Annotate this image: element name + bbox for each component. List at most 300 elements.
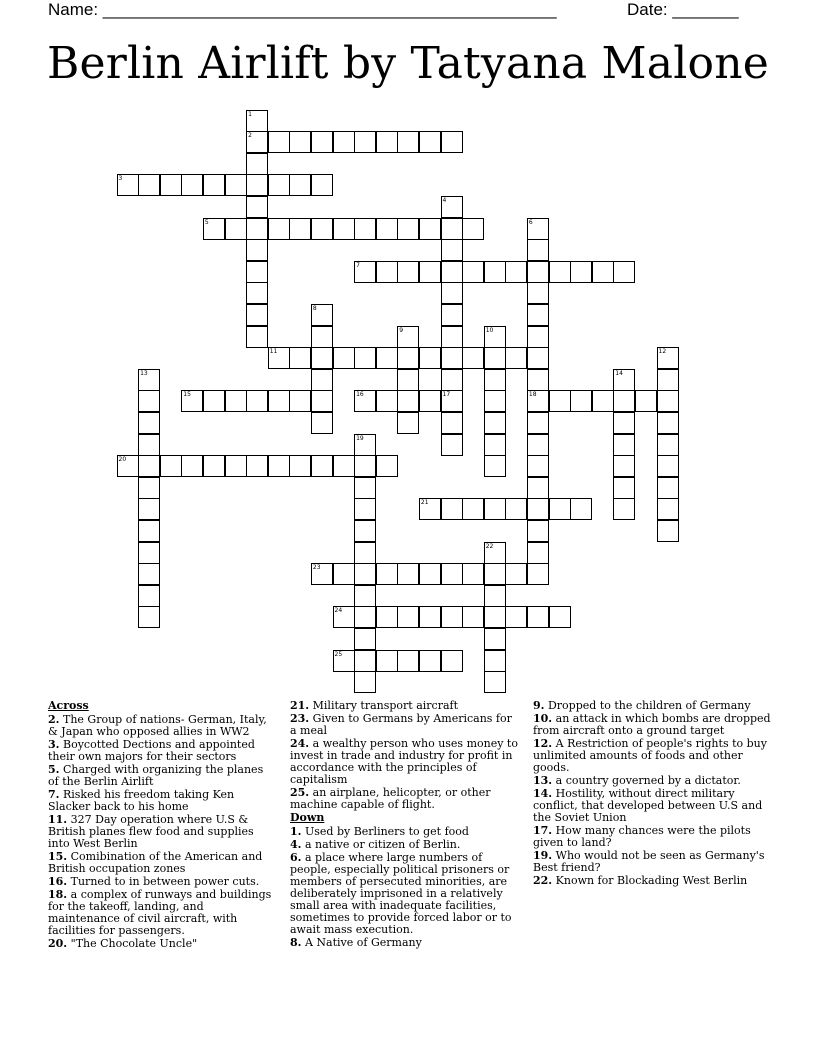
clue-item	[48, 739, 276, 763]
clue-item	[533, 788, 771, 824]
clue-item	[290, 826, 520, 838]
grid-cell[interactable]	[311, 412, 333, 434]
grid-cell[interactable]	[657, 498, 679, 520]
clue-item	[48, 814, 276, 850]
grid-cell[interactable]	[311, 304, 333, 326]
clue-item-text: Risked his freedom taking Ken Slacker back to his home	[48, 788, 235, 813]
clue-item-text: Turned to in between power cuts.	[70, 875, 260, 888]
grid-cell[interactable]	[354, 563, 376, 585]
grid-cell[interactable]	[462, 498, 484, 520]
clue-item-number: 20.	[48, 937, 68, 950]
grid-cell[interactable]	[397, 412, 419, 434]
grid-cell[interactable]	[657, 412, 679, 434]
clue-number: 8	[312, 304, 317, 312]
grid-cell[interactable]	[419, 261, 441, 283]
grid-cell[interactable]	[419, 606, 441, 628]
grid-cell[interactable]	[268, 390, 290, 412]
grid-cell[interactable]	[462, 261, 484, 283]
grid-cell[interactable]	[311, 563, 333, 585]
grid-cell[interactable]	[613, 390, 635, 412]
grid-cell[interactable]	[397, 131, 419, 153]
grid-cell[interactable]	[462, 347, 484, 369]
clue-number: 18	[528, 391, 537, 399]
clue-item	[48, 764, 276, 788]
grid-cell[interactable]	[527, 347, 549, 369]
clue-item-number: 24.	[290, 737, 310, 750]
grid-cell[interactable]	[441, 390, 463, 412]
grid-cell[interactable]	[505, 606, 527, 628]
grid-cell[interactable]	[268, 347, 290, 369]
grid-cell[interactable]	[549, 261, 571, 283]
grid-cell[interactable]	[657, 390, 679, 412]
grid-cell[interactable]	[333, 347, 355, 369]
grid-cell[interactable]	[484, 498, 506, 520]
grid-cell[interactable]	[441, 412, 463, 434]
clue-item-text: Military transport aircraft	[312, 699, 459, 712]
clue-number: 5	[204, 218, 209, 226]
grid-cell[interactable]	[354, 498, 376, 520]
clue-number: 25	[334, 650, 343, 658]
grid-cell[interactable]	[354, 671, 376, 693]
grid-cell[interactable]	[484, 261, 506, 283]
grid-cell[interactable]	[181, 174, 203, 196]
grid-cell[interactable]	[333, 650, 355, 672]
grid-cell[interactable]	[246, 110, 268, 132]
grid-cell[interactable]	[527, 218, 549, 240]
grid-cell[interactable]	[138, 412, 160, 434]
grid-cell[interactable]	[354, 390, 376, 412]
clue-item-number: 17.	[533, 824, 553, 837]
clue-item-text: The Group of nations- German, Italy, & Japan who opposed allies in WW2	[48, 713, 267, 738]
grid-cell[interactable]	[354, 455, 376, 477]
clue-item	[48, 889, 276, 937]
grid-cell[interactable]	[419, 131, 441, 153]
grid-cell[interactable]	[549, 606, 571, 628]
grid-cell[interactable]	[354, 628, 376, 650]
grid-cell[interactable]	[484, 650, 506, 672]
grid-cell[interactable]	[311, 390, 333, 412]
clues-column-1	[48, 700, 276, 951]
clue-number: 11	[269, 348, 278, 356]
grid-cell[interactable]	[138, 563, 160, 585]
grid-cell[interactable]	[462, 218, 484, 240]
grid-cell[interactable]	[333, 606, 355, 628]
grid-cell[interactable]	[657, 455, 679, 477]
clue-item	[290, 738, 520, 786]
clue-number: 2	[248, 132, 252, 140]
grid-cell[interactable]	[354, 347, 376, 369]
clue-number: 7	[356, 261, 360, 269]
clue-number: 4	[442, 196, 447, 204]
grid-cell[interactable]	[311, 455, 333, 477]
grid-cell[interactable]	[246, 196, 268, 218]
clue-item-text: a complex of runways and buildings for the takeoff, landing, and maintenance of civil aircraft, with facilities for passengers.	[48, 888, 272, 937]
grid-cell[interactable]	[354, 131, 376, 153]
clue-item-text: Comibination of the American and British occupation zones	[48, 850, 263, 875]
grid-cell[interactable]	[333, 455, 355, 477]
grid-cell[interactable]	[657, 520, 679, 542]
clue-number: 17	[442, 391, 451, 399]
clue-item-text: A Restriction of people's rights to buy unlimited amounts of foods and other goods.	[533, 737, 767, 774]
grid-cell[interactable]	[484, 671, 506, 693]
grid-cell[interactable]	[138, 369, 160, 391]
grid-cell[interactable]	[376, 347, 398, 369]
grid-cell[interactable]	[462, 563, 484, 585]
grid-cell[interactable]	[289, 218, 311, 240]
clue-item-text: Charged with organizing the planes of the Berlin Airlift	[48, 763, 264, 788]
grid-cell[interactable]	[354, 520, 376, 542]
grid-cell[interactable]	[376, 455, 398, 477]
grid-cell[interactable]	[527, 498, 549, 520]
grid-cell[interactable]	[527, 520, 549, 542]
clue-number: 13	[140, 369, 148, 377]
clue-number: 21	[420, 499, 429, 507]
grid-cell[interactable]	[484, 347, 506, 369]
grid-cell[interactable]	[613, 434, 635, 456]
grid-cell[interactable]	[354, 434, 376, 456]
grid-cell[interactable]	[203, 390, 225, 412]
grid-cell[interactable]	[505, 347, 527, 369]
grid-cell[interactable]	[138, 477, 160, 499]
grid-cell[interactable]	[397, 650, 419, 672]
grid-cell[interactable]	[138, 434, 160, 456]
grid-cell[interactable]	[246, 282, 268, 304]
clue-number: 6	[528, 218, 533, 226]
clue-item-text: a wealthy person who uses money to invest in trade and industry for profit in accordance with the principles of capitalism	[290, 737, 518, 786]
grid-cell[interactable]	[138, 498, 160, 520]
grid-cell[interactable]	[246, 455, 268, 477]
clue-item-text: Given to Germans by Americans for a meal	[290, 712, 512, 737]
grid-cell[interactable]	[657, 434, 679, 456]
grid-cell[interactable]	[527, 542, 549, 564]
grid-cell[interactable]	[376, 131, 398, 153]
grid-cell[interactable]	[570, 390, 592, 412]
grid-cell[interactable]	[311, 326, 333, 348]
grid-cell[interactable]	[527, 477, 549, 499]
grid-cell[interactable]	[419, 218, 441, 240]
grid-cell[interactable]	[117, 455, 139, 477]
clue-item-text: an attack in which bombs are dropped from aircraft onto a ground target	[533, 712, 771, 737]
grid-cell[interactable]	[376, 563, 398, 585]
grid-cell[interactable]	[527, 239, 549, 261]
grid-cell[interactable]	[549, 498, 571, 520]
grid-cell[interactable]	[311, 369, 333, 391]
grid-cell[interactable]	[441, 369, 463, 391]
grid-cell[interactable]	[527, 606, 549, 628]
grid-cell[interactable]	[203, 455, 225, 477]
grid-cell[interactable]	[527, 390, 549, 412]
grid-cell[interactable]	[246, 174, 268, 196]
clue-item	[290, 852, 520, 936]
grid-cell[interactable]	[311, 347, 333, 369]
clue-item-text: 327 Day operation where U.S & British planes flew food and supplies into West Berlin	[48, 813, 254, 850]
grid-cell[interactable]	[505, 498, 527, 520]
clue-item-text: Boycotted Dections and appointed their own majors for their sectors	[48, 738, 255, 763]
grid-cell[interactable]	[289, 390, 311, 412]
clue-item-text: Known for Blockading West Berlin	[555, 874, 748, 887]
grid-cell[interactable]	[354, 585, 376, 607]
grid-cell[interactable]	[484, 455, 506, 477]
clue-item	[48, 714, 276, 738]
grid-cell[interactable]	[441, 304, 463, 326]
grid-cell[interactable]	[397, 606, 419, 628]
grid-cell[interactable]	[462, 606, 484, 628]
grid-cell[interactable]	[354, 542, 376, 564]
grid-cell[interactable]	[527, 434, 549, 456]
clue-item	[48, 789, 276, 813]
grid-cell[interactable]	[268, 131, 290, 153]
grid-cell[interactable]	[592, 390, 614, 412]
clue-number: 19	[356, 434, 364, 442]
clue-item-number: 22.	[533, 874, 553, 887]
clue-item	[290, 713, 520, 737]
clue-number: 15	[183, 391, 191, 399]
grid-cell[interactable]	[527, 304, 549, 326]
clue-item-text: an airplane, helicopter, or other machine capable of flight.	[290, 786, 491, 811]
clue-item	[533, 825, 771, 849]
grid-cell[interactable]	[138, 520, 160, 542]
clue-item-text: Hostility, without direct military conflict, that developed between U.S and the Soviet Union	[533, 787, 763, 824]
grid-cell[interactable]	[527, 455, 549, 477]
grid-cell[interactable]	[268, 174, 290, 196]
grid-cell[interactable]	[246, 218, 268, 240]
grid-cell[interactable]	[268, 218, 290, 240]
grid-cell[interactable]	[484, 542, 506, 564]
clue-number: 3	[118, 175, 123, 183]
clue-item-number: 8.	[290, 936, 302, 949]
grid-cell[interactable]	[311, 131, 333, 153]
grid-cell[interactable]	[484, 369, 506, 391]
grid-cell[interactable]	[160, 174, 182, 196]
grid-cell[interactable]	[419, 650, 441, 672]
grid-cell[interactable]	[441, 218, 463, 240]
grid-cell[interactable]	[181, 455, 203, 477]
grid-cell[interactable]	[138, 606, 160, 628]
grid-cell[interactable]	[225, 174, 247, 196]
clue-number: 24	[334, 607, 343, 615]
clue-item-number: 12.	[533, 737, 553, 750]
grid-cell[interactable]	[657, 477, 679, 499]
grid-cell[interactable]	[160, 455, 182, 477]
name-field[interactable]: Name: ________________________________________________	[48, 0, 557, 19]
clue-item-text: Dropped to the children of Germany	[547, 699, 751, 712]
grid-cell[interactable]	[635, 390, 657, 412]
grid-cell[interactable]	[441, 606, 463, 628]
grid-cell[interactable]	[397, 326, 419, 348]
grid-cell[interactable]	[203, 174, 225, 196]
date-field[interactable]: Date: _______	[627, 0, 739, 19]
grid-cell[interactable]	[397, 347, 419, 369]
grid-cell[interactable]	[333, 131, 355, 153]
grid-cell[interactable]	[225, 390, 247, 412]
grid-cell[interactable]	[484, 434, 506, 456]
grid-cell[interactable]	[505, 261, 527, 283]
grid-cell[interactable]	[333, 218, 355, 240]
grid-cell[interactable]	[225, 455, 247, 477]
grid-cell[interactable]	[527, 282, 549, 304]
clue-item	[48, 938, 276, 950]
grid-cell[interactable]	[419, 347, 441, 369]
grid-cell[interactable]	[527, 412, 549, 434]
clue-item	[533, 775, 771, 787]
clue-item-number: 19.	[533, 849, 553, 862]
grid-cell[interactable]	[419, 390, 441, 412]
clues-column-3	[533, 700, 771, 888]
grid-cell[interactable]	[484, 628, 506, 650]
clue-item-number: 4.	[290, 838, 302, 851]
grid-cell[interactable]	[268, 455, 290, 477]
grid-cell[interactable]	[246, 153, 268, 175]
clue-section-heading: Down	[290, 811, 325, 824]
grid-cell[interactable]	[441, 347, 463, 369]
clue-item	[533, 713, 771, 737]
grid-cell[interactable]	[311, 218, 333, 240]
clue-item-number: 7.	[48, 788, 60, 801]
grid-cell[interactable]	[138, 585, 160, 607]
grid-cell[interactable]	[441, 239, 463, 261]
grid-cell[interactable]	[613, 412, 635, 434]
clue-number: 12	[658, 348, 667, 356]
grid-cell[interactable]	[441, 261, 463, 283]
clue-item-number: 1.	[290, 825, 302, 838]
grid-cell[interactable]	[484, 390, 506, 412]
grid-cell[interactable]	[441, 650, 463, 672]
clue-item	[533, 700, 771, 712]
grid-cell[interactable]	[354, 261, 376, 283]
grid-cell[interactable]	[613, 261, 635, 283]
clue-number: 22	[485, 542, 494, 550]
clue-number: 14	[615, 369, 623, 377]
grid-cell[interactable]	[570, 498, 592, 520]
grid-cell[interactable]	[657, 369, 679, 391]
grid-cell[interactable]	[527, 369, 549, 391]
clues-column-2	[290, 700, 520, 950]
grid-cell[interactable]	[441, 282, 463, 304]
grid-cell[interactable]	[613, 455, 635, 477]
grid-cell[interactable]	[225, 218, 247, 240]
grid-cell[interactable]	[613, 498, 635, 520]
clue-item-text: Used by Berliners to get food	[304, 825, 469, 838]
grid-cell[interactable]	[354, 477, 376, 499]
clue-item-number: 3.	[48, 738, 60, 751]
grid-cell[interactable]	[397, 369, 419, 391]
grid-cell[interactable]	[527, 326, 549, 348]
grid-cell[interactable]	[484, 326, 506, 348]
grid-cell[interactable]	[397, 218, 419, 240]
clue-item	[533, 850, 771, 874]
grid-cell[interactable]	[484, 412, 506, 434]
clue-item-number: 18.	[48, 888, 68, 901]
grid-cell[interactable]	[484, 563, 506, 585]
grid-cell[interactable]	[441, 498, 463, 520]
grid-cell[interactable]	[376, 261, 398, 283]
grid-cell[interactable]	[484, 585, 506, 607]
grid-cell[interactable]	[311, 174, 333, 196]
clue-item	[533, 738, 771, 774]
grid-cell[interactable]	[354, 650, 376, 672]
clue-item	[290, 839, 520, 851]
grid-cell[interactable]	[289, 131, 311, 153]
clue-item-number: 16.	[48, 875, 68, 888]
grid-cell[interactable]	[592, 261, 614, 283]
clue-item-number: 14.	[533, 787, 553, 800]
grid-cell[interactable]	[138, 390, 160, 412]
grid-cell[interactable]	[203, 218, 225, 240]
grid-cell[interactable]	[354, 606, 376, 628]
clue-item-number: 23.	[290, 712, 310, 725]
grid-cell[interactable]	[117, 174, 139, 196]
grid-cell[interactable]	[246, 390, 268, 412]
grid-cell[interactable]	[419, 498, 441, 520]
grid-cell[interactable]	[419, 563, 441, 585]
grid-cell[interactable]	[441, 326, 463, 348]
grid-cell[interactable]	[527, 261, 549, 283]
grid-cell[interactable]	[527, 563, 549, 585]
grid-cell[interactable]	[354, 218, 376, 240]
grid-cell[interactable]	[570, 261, 592, 283]
grid-cell[interactable]	[246, 261, 268, 283]
clue-item-number: 25.	[290, 786, 310, 799]
grid-cell[interactable]	[246, 326, 268, 348]
grid-cell[interactable]	[441, 563, 463, 585]
grid-cell[interactable]	[289, 174, 311, 196]
grid-cell[interactable]	[657, 347, 679, 369]
grid-cell[interactable]	[549, 390, 571, 412]
clue-number: 1	[248, 110, 252, 118]
clue-item-text: A Native of Germany	[304, 936, 422, 949]
clue-item-text: a native or citizen of Berlin.	[304, 838, 461, 851]
grid-cell[interactable]	[397, 261, 419, 283]
grid-cell[interactable]	[376, 218, 398, 240]
grid-cell[interactable]	[246, 304, 268, 326]
grid-cell[interactable]	[246, 239, 268, 261]
grid-cell[interactable]	[484, 606, 506, 628]
grid-cell[interactable]	[289, 347, 311, 369]
clue-item-number: 21.	[290, 699, 310, 712]
clue-number: 16	[356, 391, 364, 399]
clue-item	[290, 937, 520, 949]
grid-cell[interactable]	[613, 369, 635, 391]
grid-cell[interactable]	[376, 606, 398, 628]
clue-item-number: 10.	[533, 712, 553, 725]
grid-cell[interactable]	[138, 542, 160, 564]
clue-item-number: 15.	[48, 850, 68, 863]
clue-item-text: How many chances were the pilots given to land?	[533, 824, 751, 849]
grid-cell[interactable]	[138, 174, 160, 196]
grid-cell[interactable]	[376, 390, 398, 412]
clue-item	[290, 787, 520, 811]
grid-cell[interactable]	[181, 390, 203, 412]
clue-item	[533, 875, 771, 887]
grid-cell[interactable]	[333, 563, 355, 585]
grid-cell[interactable]	[441, 131, 463, 153]
puzzle-title: Berlin Airlift by Tatyana Malone	[47, 38, 769, 89]
grid-cell[interactable]	[505, 563, 527, 585]
grid-cell[interactable]	[138, 455, 160, 477]
clue-item-number: 5.	[48, 763, 60, 776]
clue-item-text: "The Chocolate Uncle"	[70, 937, 198, 950]
clue-item-text: Who would not be seen as Germany's Best friend?	[533, 849, 765, 874]
grid-cell[interactable]	[441, 434, 463, 456]
grid-cell[interactable]	[397, 390, 419, 412]
grid-cell[interactable]	[613, 477, 635, 499]
clue-section-heading: Across	[48, 699, 89, 712]
grid-cell[interactable]	[289, 455, 311, 477]
grid-cell[interactable]	[246, 131, 268, 153]
grid-cell[interactable]	[397, 563, 419, 585]
grid-cell[interactable]	[441, 196, 463, 218]
grid-cell[interactable]	[376, 650, 398, 672]
